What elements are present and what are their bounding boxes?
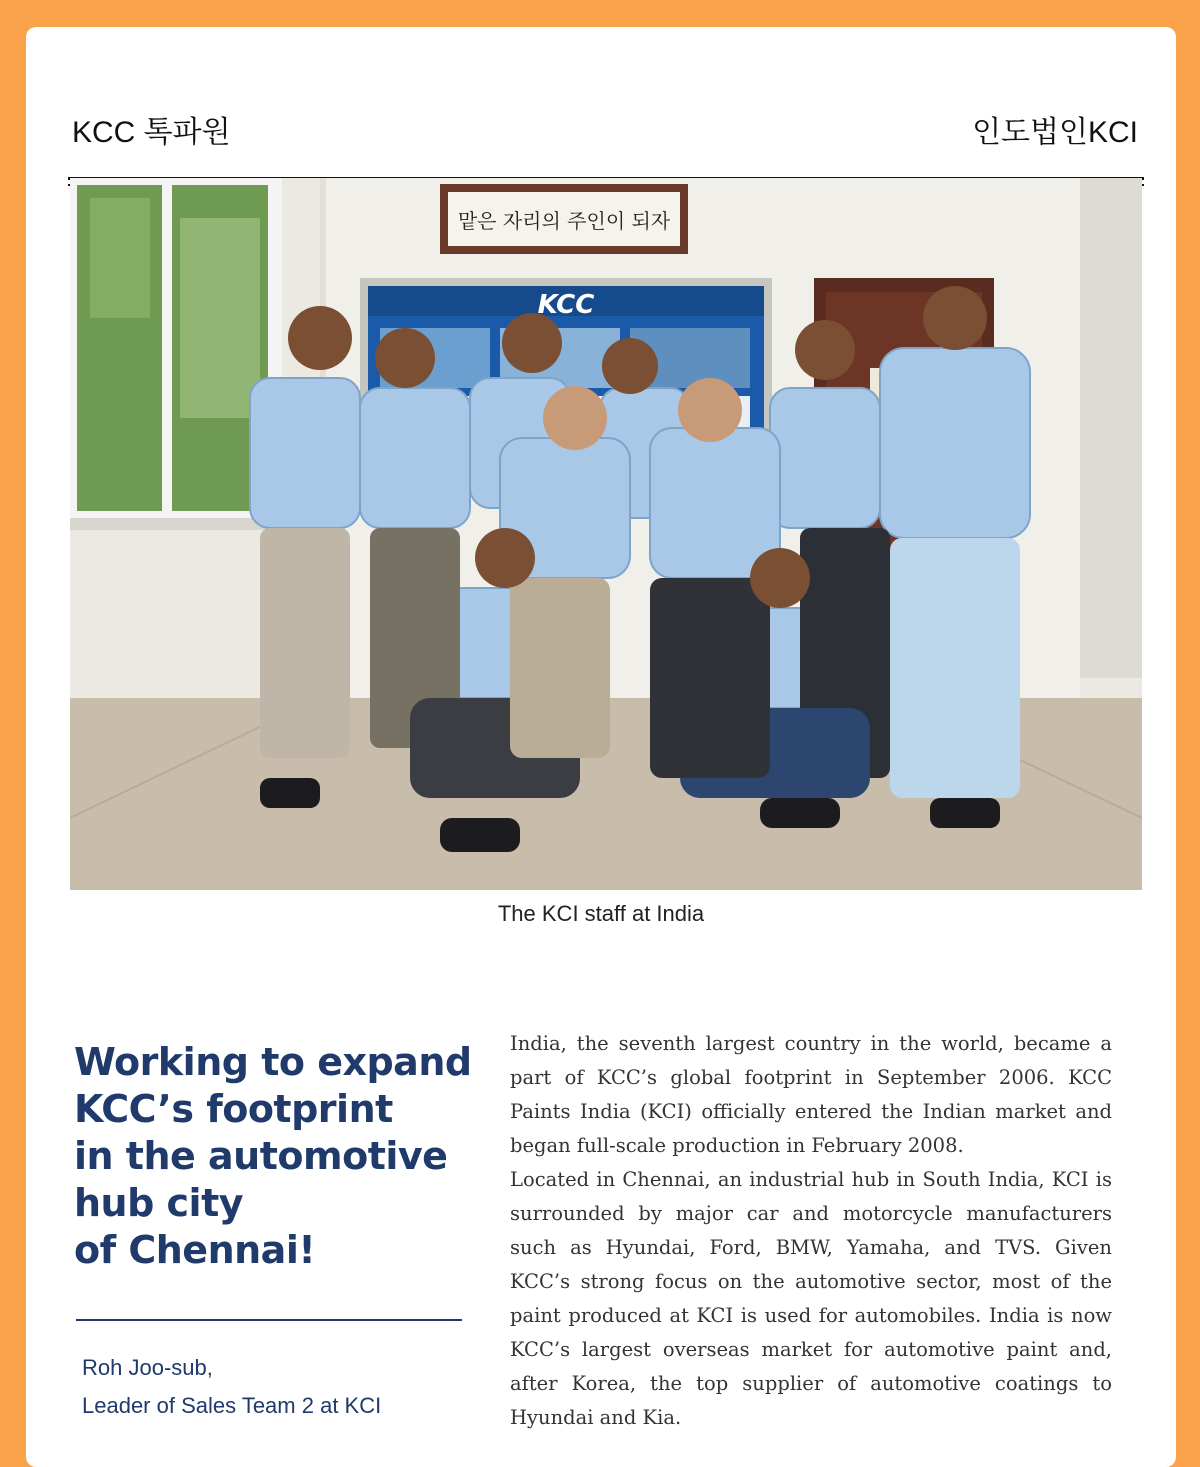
headline-line: KCC’s footprint bbox=[74, 1087, 393, 1131]
headline-line: hub city bbox=[74, 1181, 244, 1225]
photo-caption: The KCI staff at India bbox=[497, 901, 705, 926]
article-body bbox=[510, 1027, 1112, 1435]
section-title: KCC 톡파원 bbox=[72, 116, 231, 149]
motto-sign-text: 맡은 자리의 주인이 되자 bbox=[457, 209, 671, 233]
body-paragraph: India, the seventh largest country in the world, became a part of KCC’s global footprint in September 2006. KCC Paints India (KCI) officially entered the Indian market and began full-scale production in February 2008. bbox=[510, 1032, 1112, 1157]
author-block bbox=[82, 1349, 381, 1425]
article-card bbox=[26, 27, 1176, 1467]
headline-line: of Chennai! bbox=[74, 1228, 316, 1272]
article-headline bbox=[74, 1039, 472, 1274]
staff-photo bbox=[70, 178, 1142, 890]
author-title: Leader of Sales Team 2 at KCI bbox=[82, 1393, 382, 1418]
body-paragraph: Located in Chennai, an industrial hub in South India, KCI is surrounded by major car and motorcycle manufacturers such as Hyundai, Ford, BMW, Yamaha, and TVS. Given KCC’s strong focus on the automotive sector, most of the paint produced at KCI is used for automobiles. India is now KCC’s largest overseas market for automotive paint and, after Korea, the top supplier of automotive coatings to Hyundai and Kia. bbox=[510, 1168, 1112, 1429]
page-header bbox=[68, 107, 1144, 147]
headline-line: Working to expand bbox=[74, 1040, 472, 1084]
branch-title: 인도법인KCI bbox=[972, 116, 1138, 149]
author-name: Roh Joo-sub, bbox=[82, 1355, 213, 1380]
headline-line: in the automotive bbox=[74, 1134, 448, 1178]
headline-divider bbox=[76, 1319, 462, 1321]
poster-logo-text: KCC bbox=[537, 290, 595, 320]
